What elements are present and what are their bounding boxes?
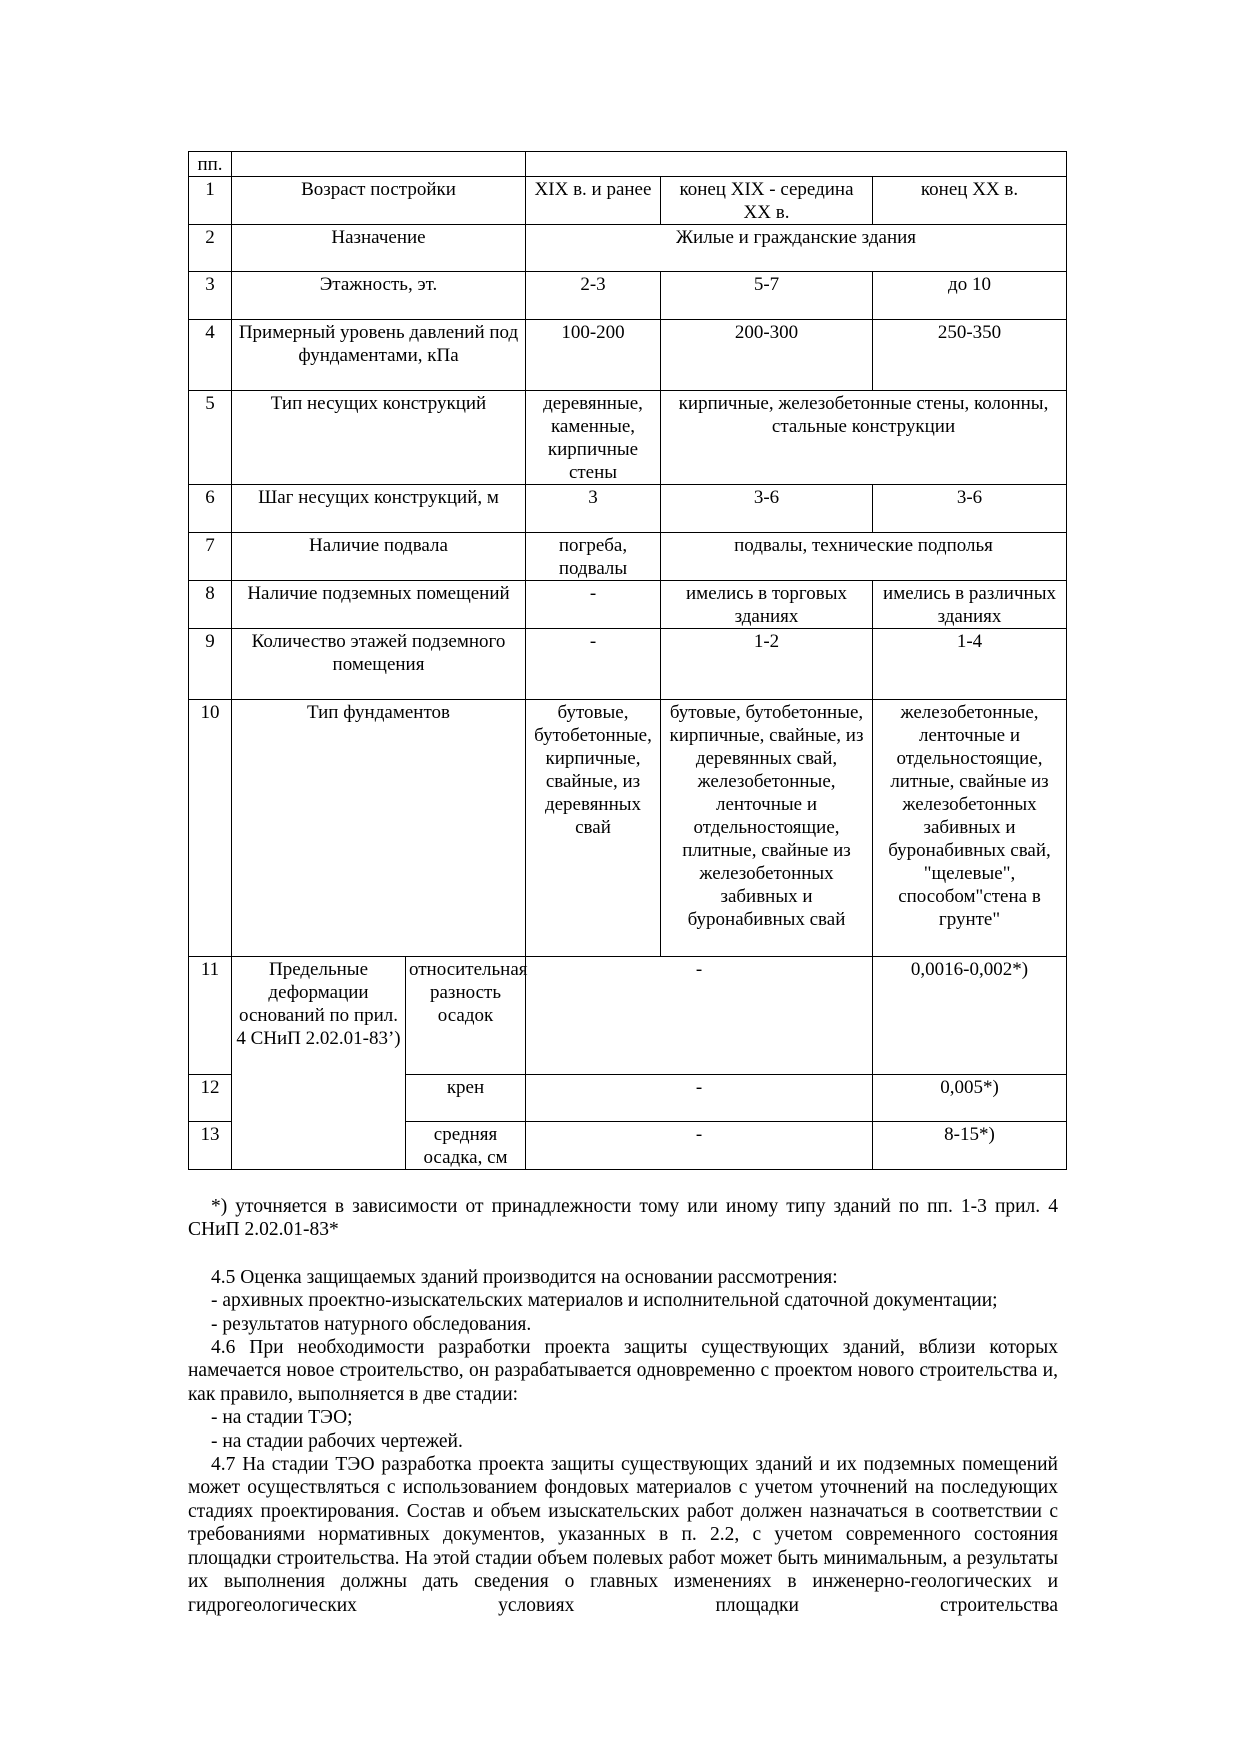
spacer — [188, 1242, 1058, 1266]
table-row — [189, 177, 1067, 225]
building-characteristics-table — [188, 151, 1067, 1170]
row-number: 11 — [189, 957, 232, 1075]
parameter-cell: Наличие подвала — [232, 533, 526, 581]
footnote: *) уточняется в зависимости от принадлежности тому или иному типу зданий по пп. 1-3 прил. 4 СНиП 2.02.01-83* — [188, 1196, 1058, 1241]
list-item: - архивных проектно-изыскательских материалов и исполнительной сдаточной документации; — [211, 1290, 998, 1312]
value-cell: 1-4 — [873, 629, 1067, 700]
table-row — [189, 957, 1067, 1075]
value-cell: деревянные, каменные, кирпичные стены — [526, 391, 661, 485]
list-item: - на стадии ТЭО; — [211, 1407, 353, 1429]
parameter-cell: Тип несущих конструкций — [232, 391, 526, 485]
value-cell: Жилые и гражданские здания — [526, 225, 1067, 272]
list-item: - на стадии рабочих чертежей. — [211, 1430, 463, 1452]
value-cell: до 10 — [873, 272, 1067, 320]
deformation-group-cell: Предельные деформации оснований по прил. 4 СНиП 2.02.01-83’) — [232, 957, 406, 1170]
value-cell: 3-6 — [873, 485, 1067, 533]
value-cell: имелись в торговых зданиях — [661, 581, 873, 629]
row-number: 2 — [189, 225, 232, 272]
value-cell: 0,0016-0,002*) — [873, 957, 1067, 1075]
spec-table-container — [188, 151, 1066, 1170]
table-row — [189, 700, 1067, 957]
value-cell: - — [526, 1122, 873, 1170]
value-cell: - — [526, 629, 661, 700]
row-number: 10 — [189, 700, 232, 957]
table-row — [189, 272, 1067, 320]
value-cell: подвалы, технические подполья — [661, 533, 1067, 581]
table-row — [189, 581, 1067, 629]
row-number: 12 — [189, 1075, 232, 1122]
value-cell: погреба, подвалы — [526, 533, 661, 581]
header-cell: пп. — [189, 152, 232, 177]
parameter-cell: Количество этажей подземного помещения — [232, 629, 526, 700]
value-cell: 100-200 — [526, 320, 661, 391]
value-cell: 3-6 — [661, 485, 873, 533]
parameter-cell: Возраст постройки — [232, 177, 526, 225]
body-text — [188, 1195, 1058, 1617]
sub-parameter-cell: крен — [406, 1075, 526, 1122]
value-cell: 8-15*) — [873, 1122, 1067, 1170]
paragraph-4-6: 4.6 При необходимости разработки проекта защиты существующих зданий, вблизи которых намечается новое строительство, он разрабатывается одновременно с проектом нового строительства и, как правило, выполняется в две стадии: — [188, 1337, 1058, 1405]
value-cell: имелись в различных зданиях — [873, 581, 1067, 629]
row-number: 1 — [189, 177, 232, 225]
value-cell: 3 — [526, 485, 661, 533]
sub-parameter-cell: относительная разность осадок — [406, 957, 526, 1075]
value-cell: 2-3 — [526, 272, 661, 320]
sub-parameter-cell: средняя осадка, см — [406, 1122, 526, 1170]
paragraph-4-5: 4.5 Оценка защищаемых зданий производится на основании рассмотрения: — [211, 1266, 838, 1288]
value-cell: - — [526, 581, 661, 629]
row-number: 9 — [189, 629, 232, 700]
value-cell: конец XX в. — [873, 177, 1067, 225]
row-number: 13 — [189, 1122, 232, 1170]
value-cell: XIX в. и ранее — [526, 177, 661, 225]
value-cell: бутовые, бутобетонные, кирпичные, свайные, из деревянных свай — [526, 700, 661, 957]
parameter-cell: Назначение — [232, 225, 526, 272]
value-cell: 0,005*) — [873, 1075, 1067, 1122]
parameter-cell: Шаг несущих конструкций, м — [232, 485, 526, 533]
row-number: 8 — [189, 581, 232, 629]
value-cell: 5-7 — [661, 272, 873, 320]
table-row — [189, 533, 1067, 581]
parameter-cell: Примерный уровень давлений под фундаментами, кПа — [232, 320, 526, 391]
value-cell: - — [526, 957, 873, 1075]
value-cell: бутовые, бутобетонные, кирпичные, свайные, из деревянных свай, железобетонные, ленточные и отдельностоящие, плитные, свайные из железобетонных забивных и буронабивных свай — [661, 700, 873, 957]
table-row — [189, 485, 1067, 533]
value-cell: кирпичные, железобетонные стены, колонны, стальные конструкции — [661, 391, 1067, 485]
value-cell: 250-350 — [873, 320, 1067, 391]
parameter-cell: Тип фундаментов — [232, 700, 526, 957]
value-cell: конец XIX - середина XX в. — [661, 177, 873, 225]
row-number: 6 — [189, 485, 232, 533]
table-row — [189, 629, 1067, 700]
row-number: 4 — [189, 320, 232, 391]
value-cell: 200-300 — [661, 320, 873, 391]
table-row — [189, 320, 1067, 391]
list-item: - результатов натурного обследования. — [211, 1313, 532, 1335]
table-row — [189, 225, 1067, 272]
value-cell: 1-2 — [661, 629, 873, 700]
paragraph-4-7: 4.7 На стадии ТЭО разработка проекта защиты существующих зданий и их подземных помещений может осуществляться с использованием фондовых материалов с учетом уточнений на последующих стадиях проектирования. Состав и объем изыскательских работ должен назначаться в соответствии с требованиями нормативных документов, указанных в п. 2.2, с учетом современного состояния площадки строительства. На этой стадии объем полевых работ может быть минимальным, а результаты их выполнения должны дать сведения о главных изменениях в инженерно-геологических и гидрогеологических условиях площадки строительства — [188, 1454, 1058, 1616]
header-cell-empty — [232, 152, 526, 177]
row-number: 5 — [189, 391, 232, 485]
table-row — [189, 152, 1067, 177]
row-number: 3 — [189, 272, 232, 320]
table-row — [189, 391, 1067, 485]
value-cell: - — [526, 1075, 873, 1122]
value-cell: железобетонные, ленточные и отдельностоящие, литные, свайные из железобетонных забивных и буронабивных свай, "щелевые", способом"стена в грунте" — [873, 700, 1067, 957]
row-number: 7 — [189, 533, 232, 581]
parameter-cell: Этажность, эт. — [232, 272, 526, 320]
header-cell-empty — [526, 152, 1067, 177]
parameter-cell: Наличие подземных помещений — [232, 581, 526, 629]
